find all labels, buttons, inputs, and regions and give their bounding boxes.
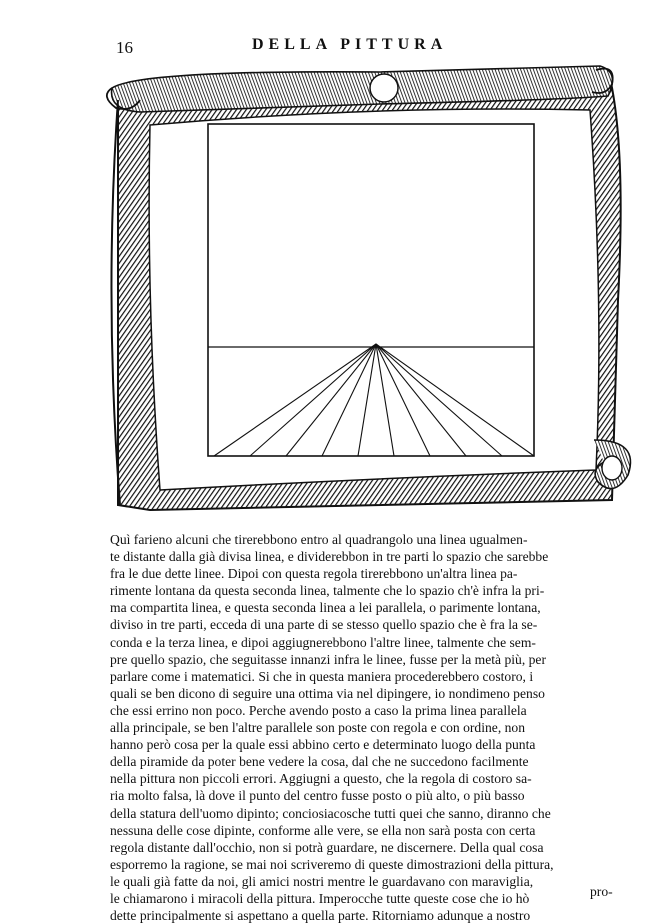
text-line: pre quello spazio, che seguitasse innanzi infra le linee, fusse per la metà più, per: [110, 651, 546, 667]
text-line: della statura dell'uomo dipinto; conciosiacosche tutti quei che sanno, diranno che: [110, 805, 551, 821]
running-title: DELLA PITTURA: [252, 36, 448, 53]
text-line: hanno però cosa per la quale essi abbino certo e determinato luogo della punta: [110, 737, 536, 753]
text-line: ma compartita linea, e questa seconda linea a lei parallela, o parimente lontana,: [110, 600, 541, 616]
text-line: che essi errino non poco. Perche avendo posto a caso la prima linea parallela: [110, 702, 527, 718]
text-line: le quali già fatte da noi, gli amici nostri mentre le guardavano con maraviglia,: [110, 873, 534, 889]
text-line: fra le due dette linee. Dipoi con questa regola tirerebbono un'altra linea pa-: [110, 566, 518, 582]
catchword: pro-: [590, 884, 613, 899]
body-text: [110, 531, 635, 924]
text-line: Quì farieno alcuni che tirerebbono entro al quadrangolo una linea ugualmen-: [110, 532, 528, 547]
perspective-diagram: [208, 124, 534, 456]
text-line: diviso in tre parti, ecceda di una parte di se stesso quello spazio che è fra la se-: [110, 617, 538, 633]
text-line: ria molto falsa, là dove il punto del centro fusse posto o più alto, o più basso: [110, 788, 525, 804]
page-number: 16: [116, 38, 133, 57]
text-line: te distante dalla già divisa linea, e dividerebbon in tre parti lo spazio che sarebbe: [110, 549, 549, 565]
picture-frame-rectangle: [208, 124, 534, 456]
text-line: della piramide da poter bene vedere la cosa, dal che ne succedono facilmente: [110, 754, 529, 770]
text-line: nella pittura non piccoli errori. Aggiugni a questo, che la regola di costoro sa-: [110, 771, 532, 787]
text-line: quali se ben dicono di seguire una ottima via nel dipingere, io nondimeno penso: [110, 685, 545, 701]
text-line: nessuna delle cose dipinte, conforme alle vere, se ella non sarà posta con certa: [110, 822, 536, 838]
text-line: parlare come i matematici. Si che in questa maniera procederebbero costoro, i: [110, 668, 534, 684]
text-line: alla principale, se ben l'altre parallele son poste con regola e con ordine, non: [110, 720, 526, 736]
text-line: rimente lontana da questa seconda linea, talmente che lo spazio ch'è infra la pri-: [110, 583, 545, 599]
text-line: dette principalmente si aspettano a quella parte. Ritorniamo adunque a nostro: [110, 908, 531, 924]
text-line: conda e la terza linea, e dipoi aggiugnerebbono l'altre linee, talmente che sem-: [110, 634, 536, 650]
text-line: regola distante dall'occhio, non si potrà guardare, ne discernere. Della qual cosa: [110, 839, 544, 855]
text-line: esporremo la ragione, se mai noi scriveremo di queste dimostrazioni della pittura,: [110, 856, 554, 872]
text-line: le chiamarono i miracoli della pittura. Imperocche tutte queste cose che io hò: [110, 890, 530, 906]
